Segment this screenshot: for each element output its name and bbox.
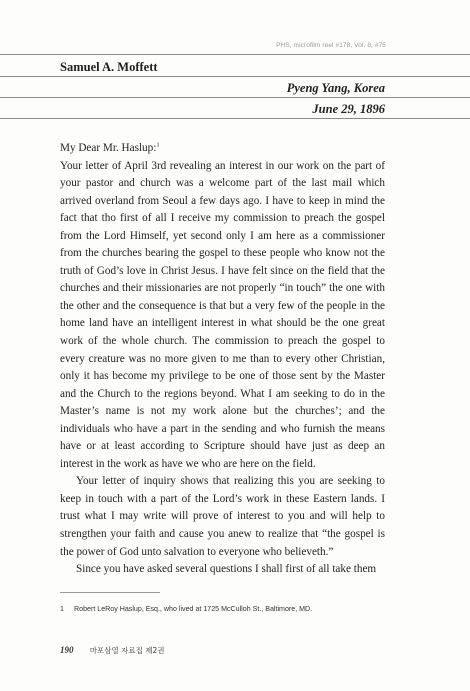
page-number: 190	[60, 645, 74, 655]
letter-date: June 29, 1896	[312, 102, 385, 116]
paragraph-3: Since you have asked several questions I shall first of all take them	[76, 563, 377, 576]
footnote-number: 1	[60, 605, 64, 613]
header-rule-top	[0, 54, 470, 55]
series-title: 마포삼열 자료집 제2권	[89, 646, 165, 655]
letter-body	[60, 140, 385, 579]
header-rule-author	[0, 76, 470, 77]
header-rule-place	[0, 97, 470, 98]
footnote-rule	[60, 592, 160, 593]
footnote-marker[interactable]: 1	[156, 141, 160, 149]
letter-greeting: My Dear Mr. Haslup:$^1$	[60, 141, 160, 154]
letter-place: Pyeng Yang, Korea	[286, 81, 385, 95]
paragraph-2: Your letter of inquiry shows that realizing this you are seeking to keep in touch with a part of the Lord’s work in these Eastern lands. I trust what I may write will prove of interest to you and will help to strengthen your faith and cause you anew to realize that “the gospel is the power of God unto salvation to everyone who believeth.”	[60, 475, 385, 558]
footnote-text: Robert LeRoy Haslup, Esq., who lived at 1725 McCulloh St., Baltimore, MD.	[74, 605, 313, 613]
source-note: PHS, microfilm reel #178, Vol. 8, #75	[276, 42, 386, 49]
letter-author: Samuel A. Moffett	[60, 60, 158, 74]
paragraph-1: Your letter of April 3rd revealing an interest in our work on the part of your pastor and church was a welcome part of the last mail which arrived overland from Seoul a few days ago. I have to keep in mind the fact that tho first of all I receive my commission to preach the gospel from the Lord Himself, yet second only I am here as a commissioner from the churches bearing the gospel to these people who know not the truth of God’s love in Christ Jesus. I have felt since on the field that the churches and their missionaries are not properly “in touch” the one with the other and the consequence is that but a very few of the people in the home land have an intelligent interest in what should be the one great work of the whole church. The commission to preach the gospel to every creature was no more given to me than to every other Christian, only it has become my privilege to be one of those sent by the Master and the Church to the regions beyond. What I am seeking to do in the Master’s name is not my work alone but the churches’; and the individuals who have a part in the sending and who furnish the means have or at least according to Scripture should have just as deep an interest in the work as have we who are here on the field.	[60, 159, 385, 470]
page-footer	[60, 645, 165, 656]
footnote	[60, 605, 390, 613]
header-rule-date	[0, 118, 470, 119]
